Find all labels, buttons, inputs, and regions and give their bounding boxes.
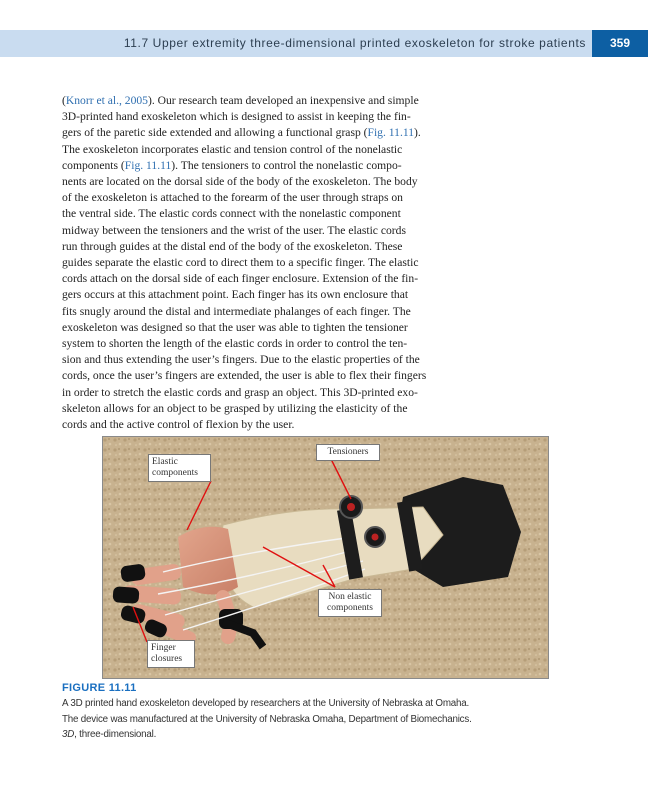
figure-link[interactable]: Fig. 11.11 <box>124 158 172 172</box>
page-number: 359 <box>592 30 648 57</box>
figure-caption-text-2: , three-dimensional. <box>74 729 157 740</box>
body-text-1: ). Our research team developed an inexpensive and simple 3D-printed hand exoskeleton which is designed to assist in keeping the fin- gers of the paretic side extended and allowing a functional grasp ( <box>62 94 419 140</box>
body-text-3: ). The tensioners to control the nonelastic compo- nents are located on the dorsal side of the body of the exoskeleton. The body of the exoskeleton is attached to the forearm of the user through straps on the ventral side. The elastic cords connect with the nonelastic component midway between the tensioners and the wrist of the user. The elastic cords run through guides at the distal end of the body of the exoskeleton. These guides separate the elastic cord to direct them to a specific finger. The elastic cords attach on the dorsal side of each finger enclosure. Extension of the fin- gers occurs at this attachment point. Each finger has its own enclosure that fits snugly around the distal and intermediate phalanges of each finger. The exoskeleton was designed so that the user was able to tighten the tensioner system to shorten the length of the elastic cords in order to control the ten- sion and thus extending the user’s fingers. Due to the elastic properties of the cords, once the user’s fingers are extended, the user is able to flex their fingers in order to stretch the elastic cords and grasp an object. This 3D-printed exo- skeleton allows for an object to be grasped by utilizing the elasticity of the cords and the active control of flexion by the user. <box>62 158 427 432</box>
callout-elastic-components: Elastic components <box>148 454 211 482</box>
running-header-title: 11.7 Upper extremity three-dimensional printed exoskeleton for stroke patients <box>123 36 586 50</box>
callout-tensioners: Tensioners <box>316 444 380 461</box>
figure-link[interactable]: Fig. 11.11 <box>367 126 415 140</box>
figure-caption <box>62 696 482 743</box>
figure-photo <box>102 436 549 679</box>
callout-finger-closures: Finger closures <box>147 640 195 668</box>
ref-open-paren: ( <box>62 94 66 107</box>
callout-non-elastic-components: Non elastic components <box>318 589 382 617</box>
figure-caption-abbr: 3D <box>62 729 75 740</box>
citation-link[interactable]: Knorr et al., 2005 <box>65 94 148 107</box>
figure-label: FIGURE 11.11 <box>62 682 137 694</box>
running-header <box>0 30 648 57</box>
figure-caption-text-1: A 3D printed hand exoskeleton developed by researchers at the University of Nebraska at Omaha. The device was manufactured at the University of Nebraska Omaha, Department of Biomechanics. <box>62 698 472 725</box>
body-text-2: ). The exoskeleton incorporates elastic and tension control of the nonelastic components ( <box>62 126 421 172</box>
body-paragraph <box>62 93 465 433</box>
